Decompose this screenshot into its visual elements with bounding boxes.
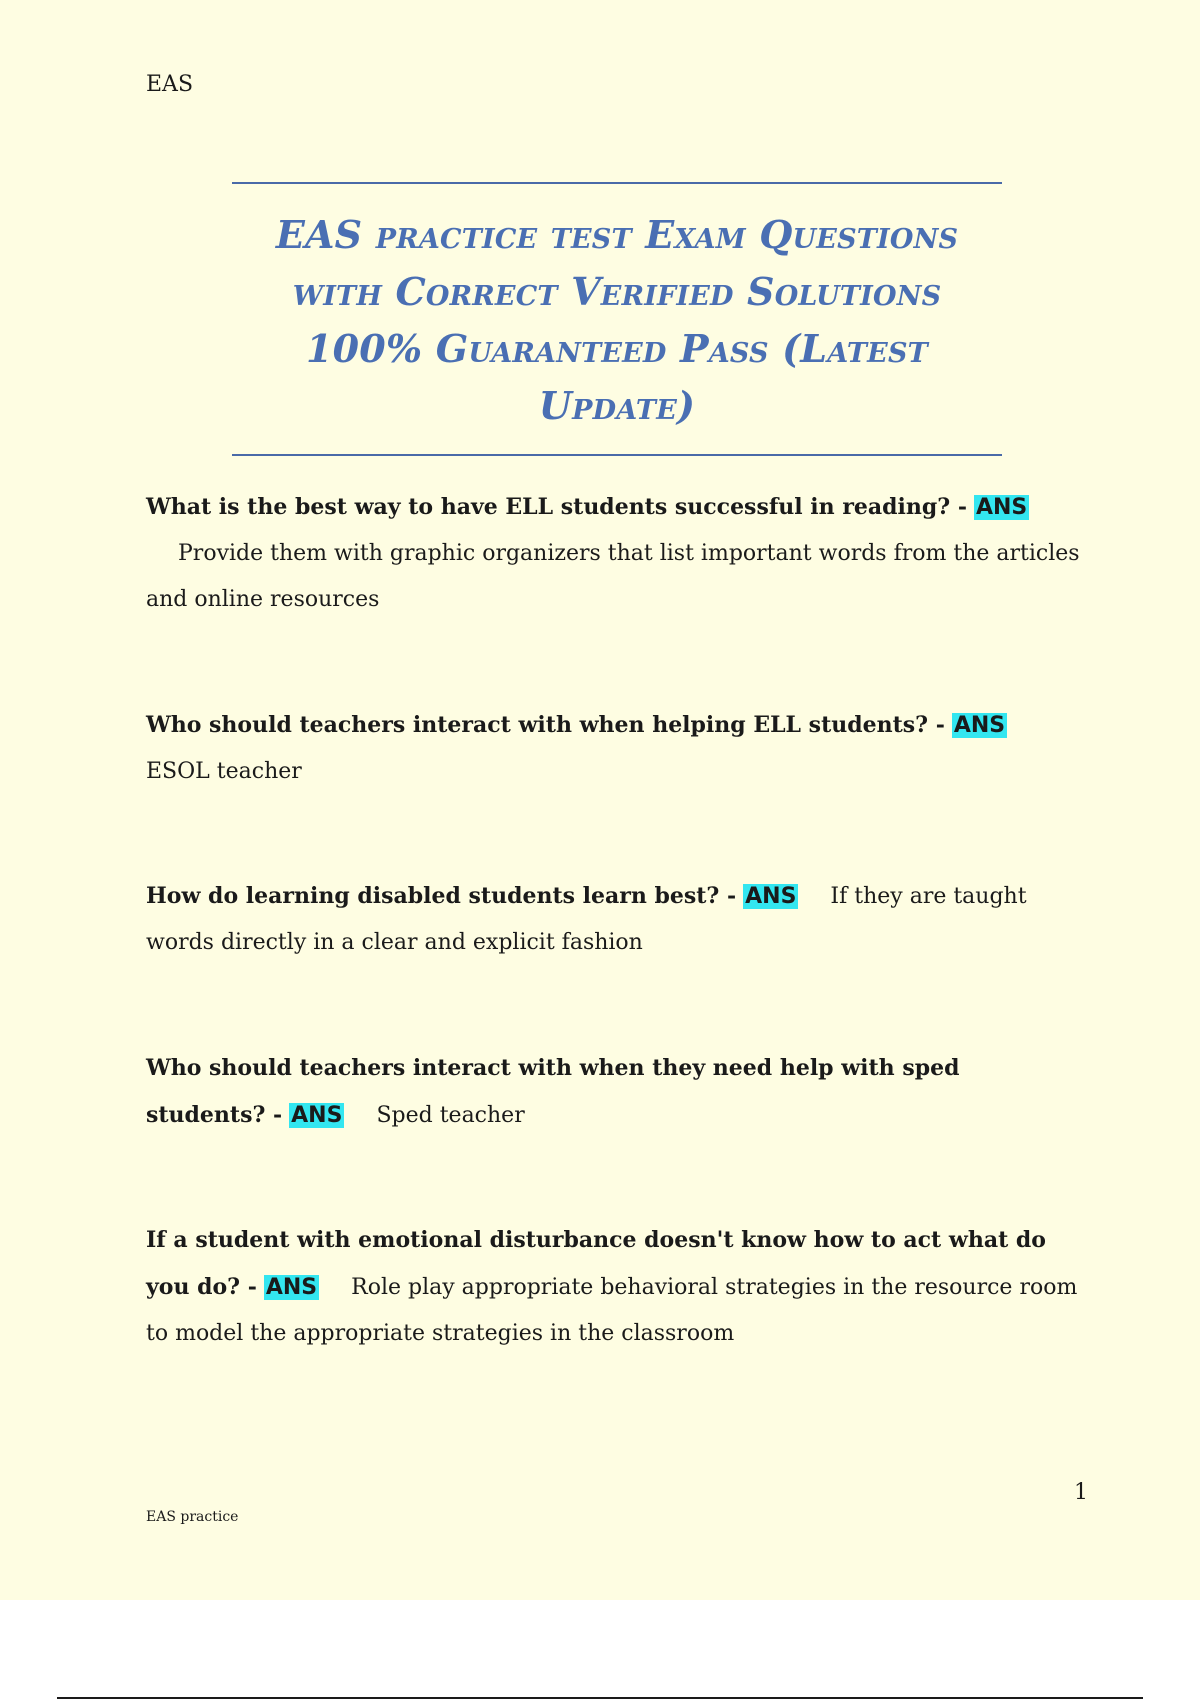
answer-text: Role play appropriate behavioral strategies in the resource room to model the appropriate strategies in the classroom	[146, 1275, 1078, 1346]
page-footer: EAS practice	[146, 1509, 239, 1525]
qa-item-4	[146, 1045, 1081, 1139]
answer-text: Sped teacher	[376, 1103, 525, 1128]
question-text: How do learning disabled students learn best? -	[146, 883, 737, 909]
qa-item-2	[146, 702, 1081, 795]
answer-text: ESOL teacher	[146, 759, 302, 784]
answer-text: If they are taught words directly in a clear and explicit fashion	[146, 884, 1027, 955]
ans-highlight: ANS	[975, 495, 1028, 520]
question-text: Who should teachers interact with when they need help with sped students? -	[146, 1055, 960, 1128]
ans-highlight: ANS	[745, 884, 797, 909]
bottom-divider	[57, 1697, 1143, 1699]
page-header: EAS	[146, 72, 194, 97]
qa-item-5	[146, 1217, 1081, 1357]
qa-item-1	[146, 484, 1081, 623]
title-block	[232, 182, 1002, 456]
page-number: 1	[1074, 1480, 1088, 1505]
ans-highlight: ANS	[265, 1275, 318, 1300]
ans-highlight: ANS	[953, 713, 1006, 738]
question-text: Who should teachers interact with when helping ELL students? -	[146, 712, 945, 738]
ans-highlight: ANS	[291, 1103, 343, 1128]
qa-item-3	[146, 873, 1081, 966]
answer-text: Provide them with graphic organizers that list important words from the articles and online resources	[146, 541, 1080, 612]
question-text: If a student with emotional disturbance doesn't know how to act what do you do? -	[146, 1227, 1046, 1300]
document-title: EAS practice test Exam Questions with Correct Verified Solutions 100% Guaranteed Pass (Latest Update)	[275, 212, 959, 428]
question-text: What is the best way to have ELL students successful in reading? -	[146, 494, 967, 520]
